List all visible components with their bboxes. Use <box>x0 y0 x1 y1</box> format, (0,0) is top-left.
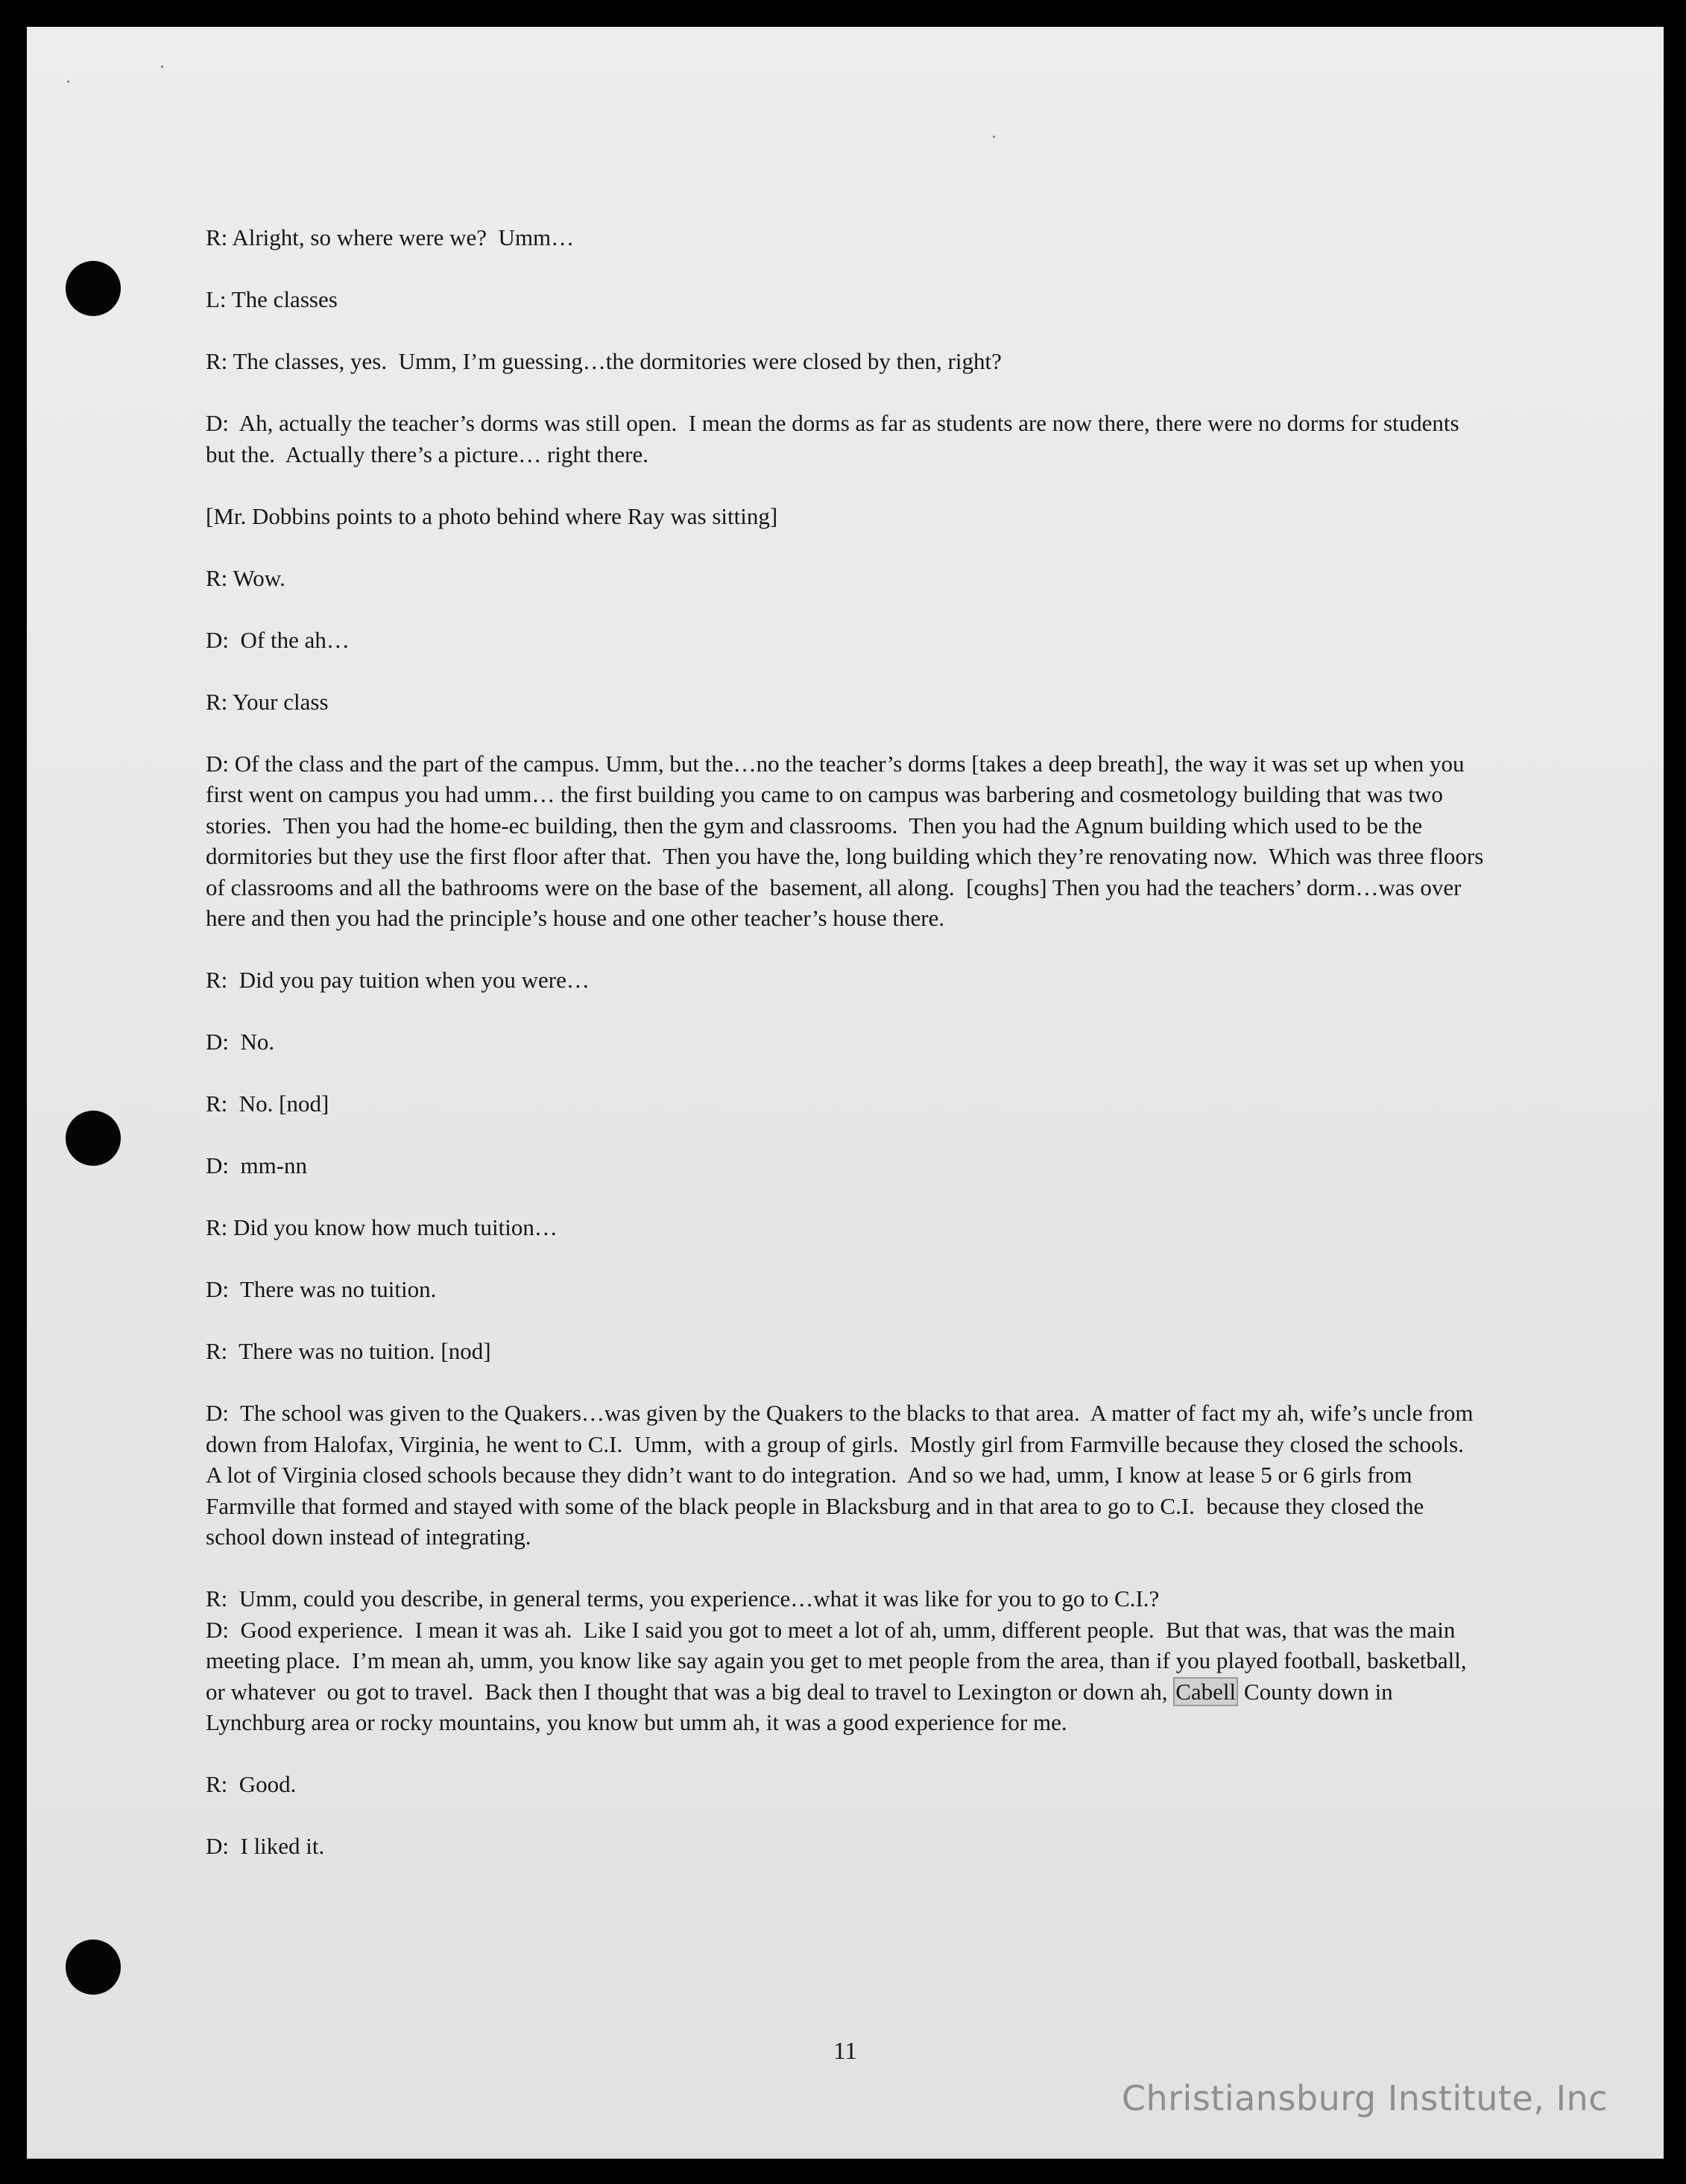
transcript-line: D: Ah, actually the teacher’s dorms was still open. I mean the dorms as far as students are now there, there were no dorms for students but the. Actually there’s a picture… right there. <box>206 410 1465 467</box>
transcript-line: R: There was no tuition. [nod] <box>206 1338 491 1364</box>
punch-hole-top <box>66 261 121 316</box>
transcript-line: R: No. [nod] <box>206 1091 329 1117</box>
experience-text-before: D: Good experience. I mean it was ah. Like I said you got to meet a lot of ah, umm, different people. But that was, that was the main meeting place. I’m mean ah, umm, you know like say again you get to met people from the area, than if you played football, basketball, or whatever ou got to travel. Back then I thought that was a big deal to travel to Lexington or down ah, <box>206 1616 1473 1705</box>
transcript-line: R: Alright, so where were we? Umm… <box>206 224 575 250</box>
transcript-line: D: No. <box>206 1029 275 1055</box>
transcript-line-experience <box>206 1615 1488 1738</box>
experience-text-after: County down in Lynchburg area or rocky mountains, you know but umm ah, it was a good experience for me. <box>206 1678 1399 1735</box>
scanned-page <box>27 27 1664 2159</box>
stage-direction: [Mr. Dobbins points to a photo behind where Ray was sitting] <box>206 502 778 529</box>
paper-speck <box>67 81 69 83</box>
transcript-body <box>206 222 1488 1893</box>
transcript-line: R: Did you pay tuition when you were… <box>206 967 590 993</box>
transcript-line: R: Did you know how much tuition… <box>206 1214 558 1240</box>
transcript-line: D: Of the ah… <box>206 626 350 653</box>
punch-hole-bottom <box>66 1940 121 1995</box>
transcript-line: D: The school was given to the Quakers…was given by the Quakers to the blacks to that area. A matter of fact my ah, wife’s uncle from down from Halofax, Virginia, he went to C.I. Umm, with a group of girls. Mostly girl from Farmville because they closed the schools. A lot of Virginia closed schools because they didn’t want to do integration. And so we had, umm, I know at lease 5 or 6 girls from Farmville that formed and stayed with some of the black people in Blacksburg and in that area to go to C.I. because they closed the school down instead of integrating. <box>206 1400 1480 1550</box>
paper-speck <box>993 136 995 138</box>
transcript-line: D: There was no tuition. <box>206 1276 437 1302</box>
watermark: Christiansburg Institute, Inc <box>1121 2078 1608 2118</box>
transcript-line: R: Wow. <box>206 564 285 591</box>
transcript-line: R: The classes, yes. Umm, I’m guessing…the dormitories were closed by then, right? <box>206 348 1002 374</box>
transcript-line: D: I liked it. <box>206 1833 325 1859</box>
transcript-line: D: Of the class and the part of the campus. Umm, but the…no the teacher’s dorms [takes a deep breath], the way it was set up when you first went on campus you had umm… the first building you came to on campus was barbering and cosmetology building that was two stories. Then you had the home-ec building, then the gym and classrooms. Then you had the Agnum building which used to be the dormitories but they use the first floor after that. Then you have the, long building which they’re renovating now. Which was three floors of classrooms and all the bathrooms were on the base of the basement, all along. [coughs] Then you had the teachers’ dorm…was over here and then you had the principle’s house and one other teacher’s house there. <box>206 750 1490 931</box>
transcript-line: R: Your class <box>206 688 329 715</box>
transcript-line: R: Good. <box>206 1771 297 1797</box>
paper-speck <box>161 66 163 68</box>
transcript-line: D: mm-nn <box>206 1152 308 1178</box>
transcript-line: R: Umm, could you describe, in general terms, you experience…what it was like for you to go to C.I.? <box>206 1585 1160 1612</box>
page-number: 11 <box>833 2038 857 2065</box>
transcript-line: L: The classes <box>206 286 338 312</box>
highlighted-word: Cabell <box>1173 1677 1238 1706</box>
punch-hole-middle <box>66 1111 121 1166</box>
